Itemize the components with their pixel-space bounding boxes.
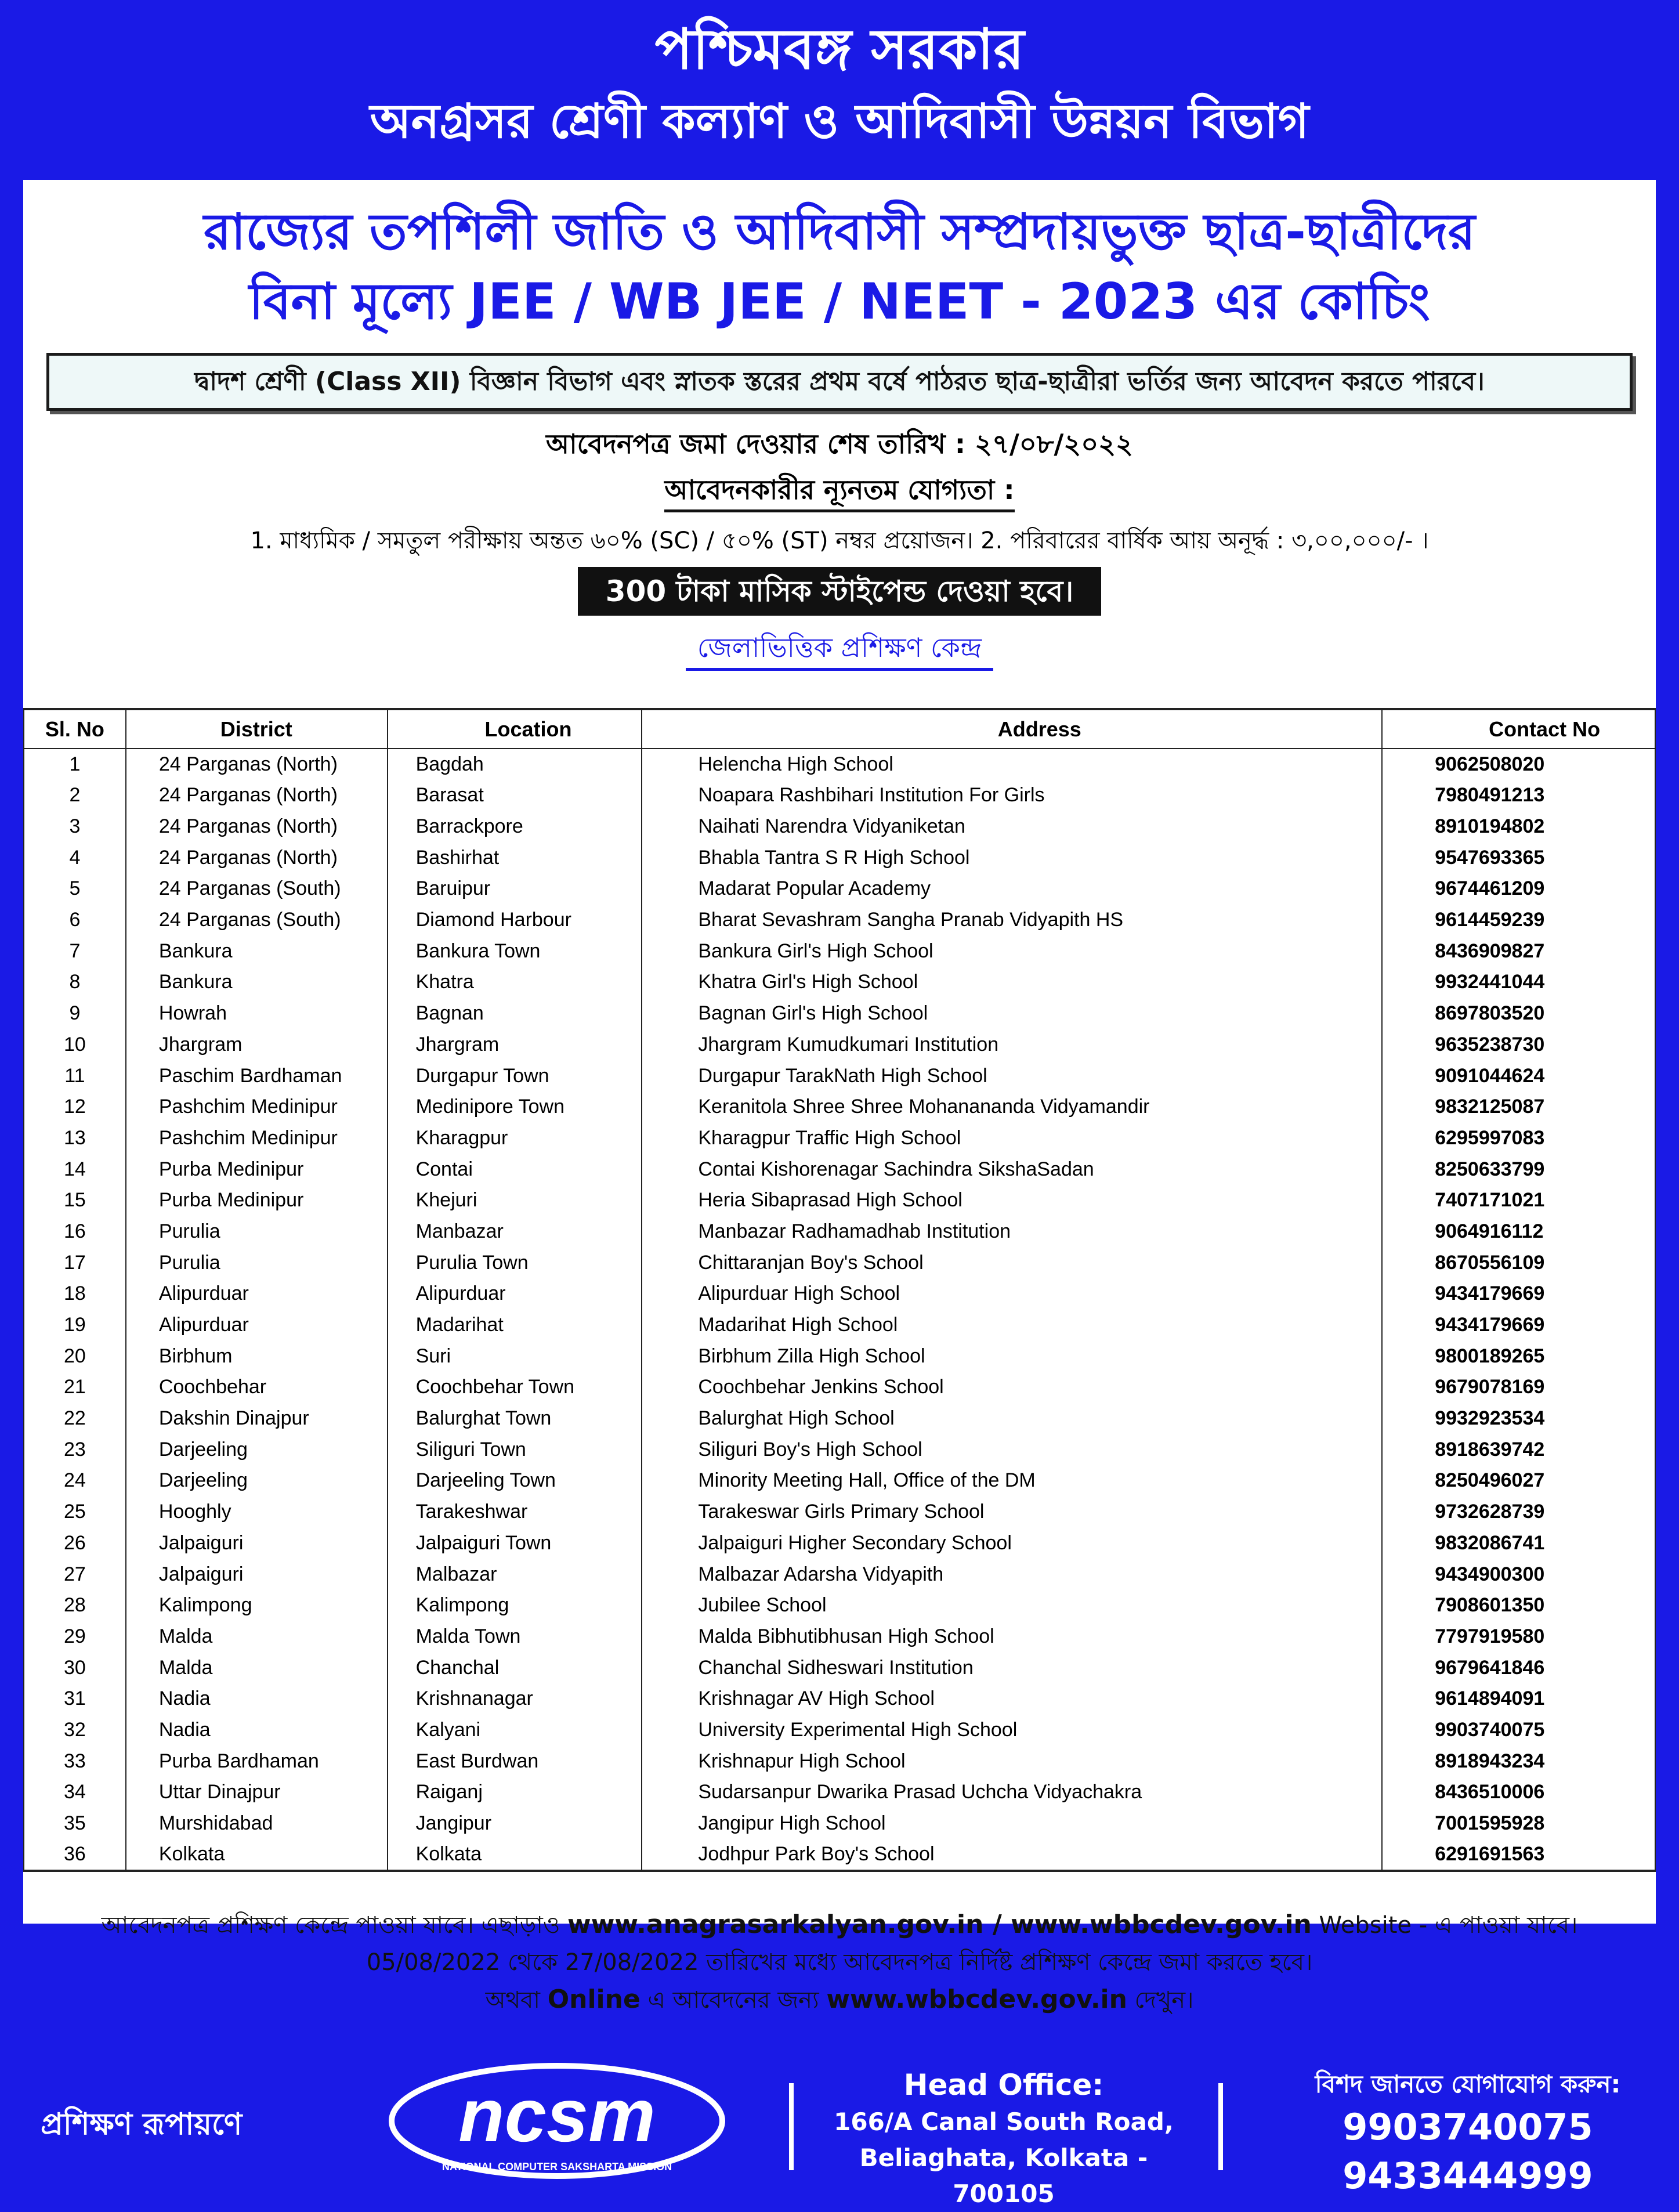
table-row bbox=[24, 1060, 1655, 1091]
cell-contact: 8436909827 bbox=[1382, 935, 1655, 967]
cell-contact: 7797919580 bbox=[1382, 1621, 1655, 1653]
cell-contact: 8436510006 bbox=[1382, 1777, 1655, 1808]
cell-contact: 9614459239 bbox=[1382, 905, 1655, 936]
table-row bbox=[24, 1808, 1655, 1839]
table-row bbox=[24, 780, 1655, 811]
cell-sl-no: 25 bbox=[24, 1497, 126, 1528]
ncsm-logo bbox=[383, 2060, 731, 2182]
cell-sl-no: 10 bbox=[24, 1029, 126, 1061]
cell-district: Malda bbox=[126, 1652, 388, 1683]
cell-district: Malda bbox=[126, 1621, 388, 1653]
table-row bbox=[24, 1590, 1655, 1621]
cell-address: Madarihat High School bbox=[642, 1310, 1382, 1341]
training-label: প্রশিক্ষণ রূপায়ণে bbox=[41, 2107, 243, 2142]
eligibility-box: দ্বাদশ শ্রেণী (Class XII) বিজ্ঞান বিভাগ এবং স্নাতক স্তরের প্রথম বর্ষে পাঠরত ছাত্র-ছাত্রীরা ভর্তির জন্য আবেদন করতে পারবে। bbox=[46, 353, 1633, 411]
cell-address: Krishnagar AV High School bbox=[642, 1683, 1382, 1715]
cell-location: Alipurduar bbox=[388, 1278, 642, 1310]
cell-district: Purulia bbox=[126, 1216, 388, 1248]
table-row bbox=[24, 1372, 1655, 1403]
head-office-address2: Beliaghata, Kolkata - 700105 bbox=[859, 2144, 1148, 2208]
cell-contact: 9674461209 bbox=[1382, 873, 1655, 905]
head-office-address1: 166/A Canal South Road, bbox=[834, 2108, 1174, 2136]
header-district: District bbox=[126, 709, 388, 749]
cell-address: Jhargram Kumudkumari Institution bbox=[642, 1029, 1382, 1061]
cell-address: Jangipur High School bbox=[642, 1808, 1382, 1839]
contact-block bbox=[1271, 2066, 1665, 2200]
cell-district: Dakshin Dinajpur bbox=[126, 1403, 388, 1434]
cell-district: Jalpaiguri bbox=[126, 1559, 388, 1590]
table-row bbox=[24, 1310, 1655, 1341]
cell-contact: 9679641846 bbox=[1382, 1652, 1655, 1683]
logo-subtext: NATIONAL COMPUTER SAKSHARTA MISSION bbox=[442, 2161, 672, 2173]
cell-address: Alipurduar High School bbox=[642, 1278, 1382, 1310]
cell-address: Sudarsanpur Dwarika Prasad Uchcha Vidyachakra bbox=[642, 1777, 1382, 1808]
cell-address: Contai Kishorenagar Sachindra SikshaSadan bbox=[642, 1154, 1382, 1185]
contact-phone-1: 9903740075 bbox=[1343, 2106, 1593, 2148]
cell-sl-no: 18 bbox=[24, 1278, 126, 1310]
cell-sl-no: 14 bbox=[24, 1154, 126, 1185]
cell-contact: 8250496027 bbox=[1382, 1465, 1655, 1497]
cell-address: Siliguri Boy's High School bbox=[642, 1434, 1382, 1465]
cell-address: Tarakeswar Girls Primary School bbox=[642, 1497, 1382, 1528]
cell-location: Kalyani bbox=[388, 1715, 642, 1746]
cell-address: Madarat Popular Academy bbox=[642, 873, 1382, 905]
cell-location: Purulia Town bbox=[388, 1247, 642, 1278]
cell-address: Chittaranjan Boy's School bbox=[642, 1247, 1382, 1278]
cell-contact: 7001595928 bbox=[1382, 1808, 1655, 1839]
cell-location: Darjeeling Town bbox=[388, 1465, 642, 1497]
cell-sl-no: 9 bbox=[24, 998, 126, 1029]
cell-address: Balurghat High School bbox=[642, 1403, 1382, 1434]
cell-sl-no: 2 bbox=[24, 780, 126, 811]
cell-sl-no: 17 bbox=[24, 1247, 126, 1278]
notice-panel bbox=[23, 180, 1656, 2014]
cell-contact: 9679078169 bbox=[1382, 1372, 1655, 1403]
cell-location: Coochbehar Town bbox=[388, 1372, 642, 1403]
cell-contact: 7908601350 bbox=[1382, 1590, 1655, 1621]
cell-location: Kharagpur bbox=[388, 1123, 642, 1154]
cell-address: Helencha High School bbox=[642, 749, 1382, 780]
cell-district: Pashchim Medinipur bbox=[126, 1123, 388, 1154]
cell-sl-no: 28 bbox=[24, 1590, 126, 1621]
cell-contact: 9732628739 bbox=[1382, 1497, 1655, 1528]
table-row bbox=[24, 1745, 1655, 1777]
cell-address: Malbazar Adarsha Vidyapith bbox=[642, 1559, 1382, 1590]
notice-title-line2: বিনা মূল্যে JEE / WB JEE / NEET - 2023 এর কোচিং bbox=[249, 273, 1430, 331]
cell-sl-no: 35 bbox=[24, 1808, 126, 1839]
cell-sl-no: 26 bbox=[24, 1528, 126, 1559]
cell-contact: 9434179669 bbox=[1382, 1310, 1655, 1341]
table-row bbox=[24, 1091, 1655, 1123]
table-header-row bbox=[24, 709, 1655, 749]
notes bbox=[23, 1906, 1656, 2019]
cell-location: Raiganj bbox=[388, 1777, 642, 1808]
department-title: অনগ্রসর শ্রেণী কল্যাণ ও আদিবাসী উন্নয়ন বিভাগ bbox=[370, 94, 1309, 149]
cell-sl-no: 15 bbox=[24, 1185, 126, 1216]
cell-contact: 7407171021 bbox=[1382, 1185, 1655, 1216]
cell-district: Purba Bardhaman bbox=[126, 1745, 388, 1777]
cell-sl-no: 13 bbox=[24, 1123, 126, 1154]
table-row bbox=[24, 1029, 1655, 1061]
cell-contact: 9614894091 bbox=[1382, 1683, 1655, 1715]
note-line3-c: এ আবেদনের জন্য bbox=[640, 1987, 827, 2014]
cell-contact: 9832125087 bbox=[1382, 1091, 1655, 1123]
cell-district: 24 Parganas (North) bbox=[126, 811, 388, 843]
cell-address: Naihati Narendra Vidyaniketan bbox=[642, 811, 1382, 843]
cell-contact: 9932923534 bbox=[1382, 1403, 1655, 1434]
cell-address: Bagnan Girl's High School bbox=[642, 998, 1382, 1029]
cell-district: Purba Medinipur bbox=[126, 1154, 388, 1185]
cell-address: Jalpaiguri Higher Secondary School bbox=[642, 1528, 1382, 1559]
header-contact: Contact No bbox=[1382, 709, 1655, 749]
note-line1-c: Website - এ পাওয়া যাবে। bbox=[1311, 1912, 1578, 1939]
criteria-text: 1. মাধ্যমিক / সমতুল পরীক্ষায় অন্তত ৬০% (SC) / ৫০% (ST) নম্বর প্রয়োজন। 2. পরিবারের বার্ষিক আয় অনূর্দ্ধ : ৩,০০,০০০/- । bbox=[250, 527, 1429, 554]
logo-text: ncsm bbox=[458, 2073, 656, 2157]
cell-contact: 9091044624 bbox=[1382, 1060, 1655, 1091]
cell-location: Jangipur bbox=[388, 1808, 642, 1839]
cell-contact: 8918639742 bbox=[1382, 1434, 1655, 1465]
cell-district: Kalimpong bbox=[126, 1590, 388, 1621]
cell-address: Bhabla Tantra S R High School bbox=[642, 842, 1382, 873]
cell-address: University Experimental High School bbox=[642, 1715, 1382, 1746]
table-row bbox=[24, 1652, 1655, 1683]
cell-location: Diamond Harbour bbox=[388, 905, 642, 936]
table-row bbox=[24, 1715, 1655, 1746]
cell-contact: 9635238730 bbox=[1382, 1029, 1655, 1061]
table-row bbox=[24, 1154, 1655, 1185]
cell-district: 24 Parganas (South) bbox=[126, 905, 388, 936]
cell-sl-no: 34 bbox=[24, 1777, 126, 1808]
cell-contact: 8910194802 bbox=[1382, 811, 1655, 843]
table-row bbox=[24, 1559, 1655, 1590]
cell-address: Durgapur TarakNath High School bbox=[642, 1060, 1382, 1091]
cell-district: Murshidabad bbox=[126, 1808, 388, 1839]
cell-address: Birbhum Zilla High School bbox=[642, 1340, 1382, 1372]
table-body bbox=[24, 749, 1655, 1871]
head-office-title: Head Office: bbox=[903, 2068, 1104, 2102]
table-row bbox=[24, 935, 1655, 967]
table-row bbox=[24, 842, 1655, 873]
stipend-wrap bbox=[23, 567, 1656, 616]
table-row bbox=[24, 811, 1655, 843]
table-row bbox=[24, 905, 1655, 936]
table-row bbox=[24, 1123, 1655, 1154]
table-row bbox=[24, 1434, 1655, 1465]
table-row bbox=[24, 1839, 1655, 1871]
cell-location: Durgapur Town bbox=[388, 1060, 642, 1091]
min-qualification bbox=[23, 470, 1656, 512]
cell-contact: 9547693365 bbox=[1382, 842, 1655, 873]
cell-address: Keranitola Shree Shree Mohanananda Vidyamandir bbox=[642, 1091, 1382, 1123]
cell-location: Tarakeshwar bbox=[388, 1497, 642, 1528]
cell-sl-no: 3 bbox=[24, 811, 126, 843]
cell-district: Darjeeling bbox=[126, 1434, 388, 1465]
cell-contact: 9903740075 bbox=[1382, 1715, 1655, 1746]
cell-sl-no: 16 bbox=[24, 1216, 126, 1248]
cell-district: Paschim Bardhaman bbox=[126, 1060, 388, 1091]
note-websites: www.anagrasarkalyan.gov.in / www.wbbcdev.gov.in bbox=[567, 1910, 1312, 1939]
note-line3-a: অথবা bbox=[485, 1987, 548, 2014]
cell-district: Kolkata bbox=[126, 1839, 388, 1871]
cell-sl-no: 31 bbox=[24, 1683, 126, 1715]
centres-heading-wrap bbox=[23, 627, 1656, 671]
cell-contact: 9434179669 bbox=[1382, 1278, 1655, 1310]
last-date: আবেদনপত্র জমা দেওয়ার শেষ তারিখ : ২৭/০৮/২০২২ bbox=[546, 428, 1133, 460]
cell-address: Kharagpur Traffic High School bbox=[642, 1123, 1382, 1154]
note-line3 bbox=[23, 1981, 1656, 2019]
cell-location: Contai bbox=[388, 1154, 642, 1185]
cell-district: Purba Medinipur bbox=[126, 1185, 388, 1216]
cell-sl-no: 24 bbox=[24, 1465, 126, 1497]
cell-contact: 8918943234 bbox=[1382, 1745, 1655, 1777]
cell-contact: 9062508020 bbox=[1382, 749, 1655, 780]
cell-district: 24 Parganas (South) bbox=[126, 873, 388, 905]
cell-location: Jhargram bbox=[388, 1029, 642, 1061]
cell-district: Alipurduar bbox=[126, 1310, 388, 1341]
cell-contact: 6295997083 bbox=[1382, 1123, 1655, 1154]
cell-location: Kalimpong bbox=[388, 1590, 642, 1621]
cell-sl-no: 23 bbox=[24, 1434, 126, 1465]
cell-location: Malda Town bbox=[388, 1621, 642, 1653]
cell-district: Bankura bbox=[126, 935, 388, 967]
contact-title: বিশদ জানতে যোগাযোগ করুন: bbox=[1315, 2070, 1621, 2098]
cell-district: Pashchim Medinipur bbox=[126, 1091, 388, 1123]
note-website: www.wbbcdev.gov.in bbox=[826, 1985, 1127, 2014]
cell-district: Alipurduar bbox=[126, 1278, 388, 1310]
cell-district: Coochbehar bbox=[126, 1372, 388, 1403]
note-online: Online bbox=[547, 1985, 641, 2014]
cell-district: Purulia bbox=[126, 1247, 388, 1278]
table-row bbox=[24, 1528, 1655, 1559]
cell-district: Howrah bbox=[126, 998, 388, 1029]
cell-district: 24 Parganas (North) bbox=[126, 749, 388, 780]
table-row bbox=[24, 1497, 1655, 1528]
table-row bbox=[24, 1777, 1655, 1808]
cell-location: Kolkata bbox=[388, 1839, 642, 1871]
header-location: Location bbox=[388, 709, 642, 749]
table-row bbox=[24, 1278, 1655, 1310]
footer-divider-2 bbox=[1218, 2083, 1223, 2170]
cell-address: Noapara Rashbihari Institution For Girls bbox=[642, 780, 1382, 811]
cell-contact: 8250633799 bbox=[1382, 1154, 1655, 1185]
cell-address: Heria Sibaprasad High School bbox=[642, 1185, 1382, 1216]
cell-location: Chanchal bbox=[388, 1652, 642, 1683]
cell-location: Jalpaiguri Town bbox=[388, 1528, 642, 1559]
cell-location: Balurghat Town bbox=[388, 1403, 642, 1434]
cell-address: Jodhpur Park Boy's School bbox=[642, 1839, 1382, 1871]
cell-contact: 7980491213 bbox=[1382, 780, 1655, 811]
cell-sl-no: 33 bbox=[24, 1745, 126, 1777]
cell-location: Bashirhat bbox=[388, 842, 642, 873]
footer-divider-1 bbox=[789, 2083, 794, 2170]
cell-sl-no: 22 bbox=[24, 1403, 126, 1434]
note-line3-e: দেখুন। bbox=[1127, 1987, 1194, 2014]
table-row bbox=[24, 1683, 1655, 1715]
table-row bbox=[24, 1340, 1655, 1372]
table-row bbox=[24, 1465, 1655, 1497]
cell-sl-no: 30 bbox=[24, 1652, 126, 1683]
cell-location: East Burdwan bbox=[388, 1745, 642, 1777]
cell-sl-no: 20 bbox=[24, 1340, 126, 1372]
cell-location: Bagdah bbox=[388, 749, 642, 780]
cell-district: Nadia bbox=[126, 1683, 388, 1715]
cell-address: Khatra Girl's High School bbox=[642, 967, 1382, 998]
notice-title-line1: রাজ্যের তপশিলী জাতি ও আদিবাসী সম্প্রদায়ভুক্ত ছাত্র-ছাত্রীদের bbox=[204, 203, 1475, 261]
stipend-banner: 300 টাকা মাসিক স্টাইপেন্ড দেওয়া হবে। bbox=[578, 567, 1101, 616]
cell-location: Madarihat bbox=[388, 1310, 642, 1341]
cell-sl-no: 7 bbox=[24, 935, 126, 967]
cell-district: Jalpaiguri bbox=[126, 1528, 388, 1559]
cell-location: Bankura Town bbox=[388, 935, 642, 967]
cell-sl-no: 19 bbox=[24, 1310, 126, 1341]
cell-address: Bharat Sevashram Sangha Pranab Vidyapith HS bbox=[642, 905, 1382, 936]
cell-contact: 9832086741 bbox=[1382, 1528, 1655, 1559]
cell-sl-no: 36 bbox=[24, 1839, 126, 1871]
cell-sl-no: 29 bbox=[24, 1621, 126, 1653]
table-row bbox=[24, 998, 1655, 1029]
cell-address: Malda Bibhutibhusan High School bbox=[642, 1621, 1382, 1653]
cell-district: Darjeeling bbox=[126, 1465, 388, 1497]
cell-location: Bagnan bbox=[388, 998, 642, 1029]
cell-sl-no: 4 bbox=[24, 842, 126, 873]
ncsm-logo-graphic bbox=[383, 2060, 731, 2182]
cell-contact: 6291691563 bbox=[1382, 1839, 1655, 1871]
table-row bbox=[24, 1403, 1655, 1434]
table-row bbox=[24, 1247, 1655, 1278]
contact-phone-2: 9433444999 bbox=[1343, 2155, 1593, 2197]
cell-contact: 9932441044 bbox=[1382, 967, 1655, 998]
cell-location: Suri bbox=[388, 1340, 642, 1372]
cell-address: Krishnapur High School bbox=[642, 1745, 1382, 1777]
cell-sl-no: 5 bbox=[24, 873, 126, 905]
cell-sl-no: 32 bbox=[24, 1715, 126, 1746]
cell-address: Jubilee School bbox=[642, 1590, 1382, 1621]
cell-district: Nadia bbox=[126, 1715, 388, 1746]
cell-location: Krishnanagar bbox=[388, 1683, 642, 1715]
cell-sl-no: 6 bbox=[24, 905, 126, 936]
note-line1-a: আবেদনপত্র প্রশিক্ষণ কেন্দ্রে পাওয়া যাবে। এছাড়াও bbox=[101, 1912, 568, 1939]
cell-location: Khatra bbox=[388, 967, 642, 998]
cell-location: Khejuri bbox=[388, 1185, 642, 1216]
centres-table bbox=[23, 708, 1656, 1872]
cell-district: 24 Parganas (North) bbox=[126, 842, 388, 873]
table-row bbox=[24, 1621, 1655, 1653]
cell-district: Hooghly bbox=[126, 1497, 388, 1528]
table-row bbox=[24, 967, 1655, 998]
cell-location: Malbazar bbox=[388, 1559, 642, 1590]
footer-band bbox=[0, 2043, 1679, 2208]
cell-contact: 8670556109 bbox=[1382, 1247, 1655, 1278]
cell-address: Minority Meeting Hall, Office of the DM bbox=[642, 1465, 1382, 1497]
cell-sl-no: 27 bbox=[24, 1559, 126, 1590]
cell-address: Bankura Girl's High School bbox=[642, 935, 1382, 967]
table-row bbox=[24, 749, 1655, 780]
cell-address: Coochbehar Jenkins School bbox=[642, 1372, 1382, 1403]
cell-district: Uttar Dinajpur bbox=[126, 1777, 388, 1808]
table-row bbox=[24, 873, 1655, 905]
note-line1 bbox=[23, 1906, 1656, 1944]
cell-sl-no: 8 bbox=[24, 967, 126, 998]
cell-location: Barasat bbox=[388, 780, 642, 811]
table-row bbox=[24, 1216, 1655, 1248]
cell-sl-no: 1 bbox=[24, 749, 126, 780]
cell-address: Chanchal Sidheswari Institution bbox=[642, 1652, 1382, 1683]
centres-heading: জেলাভিত্তিক প্রশিক্ষণ কেন্দ্র bbox=[686, 627, 993, 671]
header-band bbox=[0, 0, 1679, 180]
cell-contact: 9064916112 bbox=[1382, 1216, 1655, 1248]
header-sl-no: Sl. No bbox=[24, 709, 126, 749]
cell-district: Jhargram bbox=[126, 1029, 388, 1061]
cell-address: Manbazar Radhamadhab Institution bbox=[642, 1216, 1382, 1248]
cell-contact: 9800189265 bbox=[1382, 1340, 1655, 1372]
cell-sl-no: 21 bbox=[24, 1372, 126, 1403]
cell-contact: 9434900300 bbox=[1382, 1559, 1655, 1590]
cell-district: Bankura bbox=[126, 967, 388, 998]
cell-district: Birbhum bbox=[126, 1340, 388, 1372]
cell-sl-no: 12 bbox=[24, 1091, 126, 1123]
min-qualification-heading: আবেদনকারীর ন্যূনতম যোগ্যতা : bbox=[664, 470, 1014, 512]
cell-contact: 8697803520 bbox=[1382, 998, 1655, 1029]
header-address: Address bbox=[642, 709, 1382, 749]
cell-sl-no: 11 bbox=[24, 1060, 126, 1091]
head-office bbox=[824, 2066, 1184, 2212]
cell-district: 24 Parganas (North) bbox=[126, 780, 388, 811]
table-row bbox=[24, 1185, 1655, 1216]
cell-location: Medinipore Town bbox=[388, 1091, 642, 1123]
cell-location: Siliguri Town bbox=[388, 1434, 642, 1465]
note-line2: 05/08/2022 থেকে 27/08/2022 তারিখের মধ্যে আবেদনপত্র নির্দিষ্ট প্রশিক্ষণ কেন্দ্রে জমা করতে হবে। bbox=[366, 1949, 1313, 1976]
cell-location: Manbazar bbox=[388, 1216, 642, 1248]
cell-location: Baruipur bbox=[388, 873, 642, 905]
cell-location: Barrackpore bbox=[388, 811, 642, 843]
government-title: পশ্চিমবঙ্গ সরকার bbox=[654, 17, 1025, 82]
